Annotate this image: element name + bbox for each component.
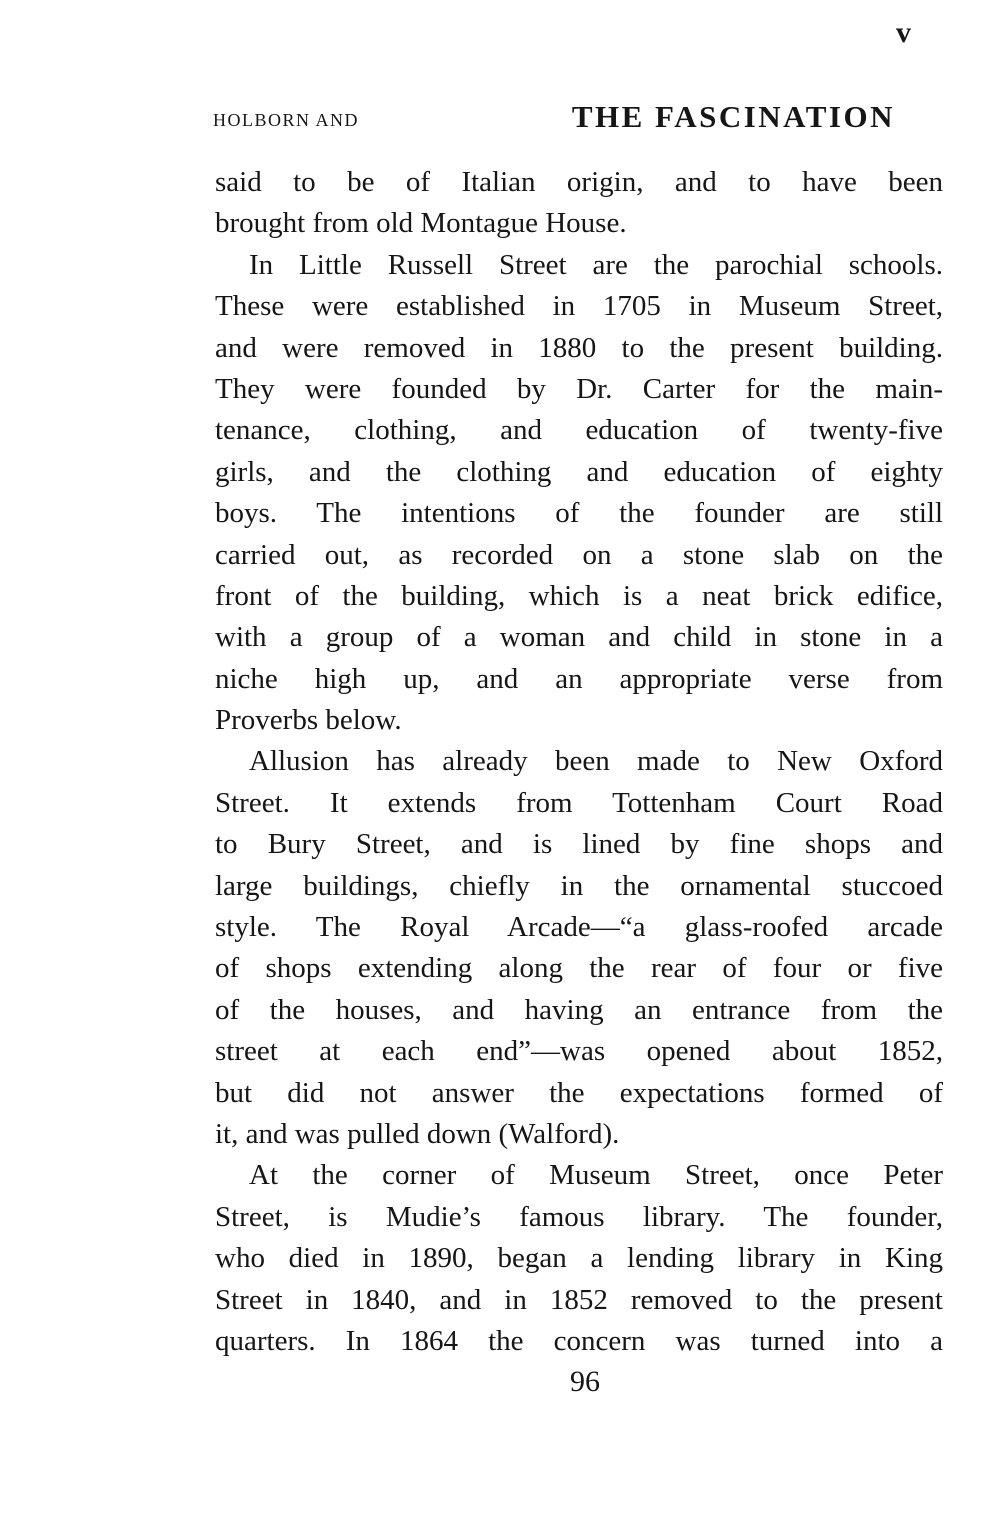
text-line: and were removed in 1880 to the present building. (215, 331, 943, 364)
running-head-title: THE FASCINATION (571, 99, 895, 134)
text-line: style. The Royal Arcade—“a glass-roofed arcade (215, 911, 943, 944)
text-line: front of the building, which is a neat brick edifice, (215, 579, 943, 612)
page-number: 96 (570, 1365, 600, 1398)
text-line: tenance, clothing, and education of twenty-five (215, 414, 943, 447)
text-line: girls, and the clothing and education of eighty (215, 455, 943, 488)
text-line: Street. It extends from Tottenham Court Road (215, 786, 943, 819)
paragraph (215, 162, 943, 245)
text-line: They were founded by Dr. Carter for the main- (215, 372, 943, 405)
text-line: but did not answer the expectations formed of (215, 1076, 943, 1109)
text-line: with a group of a woman and child in stone in a (215, 621, 943, 654)
text-line: Proverbs below. (215, 704, 402, 737)
text-line: quarters. In 1864 the concern was turned into a (215, 1324, 943, 1357)
text-line: These were established in 1705 in Museum Street, (215, 290, 943, 323)
text-line: Allusion has already been made to New Oxford (249, 745, 943, 778)
corner-mark: v (896, 16, 911, 49)
text-line: large buildings, chiefly in the ornamental stuccoed (215, 869, 943, 902)
text-line: of shops extending along the rear of four or five (215, 952, 943, 985)
text-line: Street, is Mudie’s famous library. The founder, (215, 1200, 943, 1233)
running-head (213, 98, 895, 142)
paragraph (215, 1155, 943, 1362)
text-line: who died in 1890, began a lending library in King (215, 1242, 943, 1275)
text-line: it, and was pulled down (Walford). (215, 1117, 620, 1150)
paragraph (215, 245, 943, 742)
body-text (215, 162, 943, 1362)
text-line: At the corner of Museum Street, once Peter (249, 1159, 943, 1192)
running-head-left: HOLBORN AND (213, 110, 360, 130)
text-line: street at each end”—was opened about 1852, (215, 1035, 943, 1068)
text-line: said to be of Italian origin, and to have been (215, 166, 943, 198)
paragraph (215, 741, 943, 1155)
text-line: In Little Russell Street are the parochial schools. (249, 248, 943, 281)
text-line: Street in 1840, and in 1852 removed to the present (215, 1283, 943, 1316)
text-line: brought from old Montague House. (215, 207, 627, 240)
text-line: carried out, as recorded on a stone slab on the (215, 538, 943, 571)
text-line: niche high up, and an appropriate verse from (215, 662, 943, 695)
text-line: to Bury Street, and is lined by fine shops and (215, 828, 943, 861)
text-line: of the houses, and having an entrance from the (215, 993, 943, 1026)
text-line: boys. The intentions of the founder are still (215, 497, 943, 530)
